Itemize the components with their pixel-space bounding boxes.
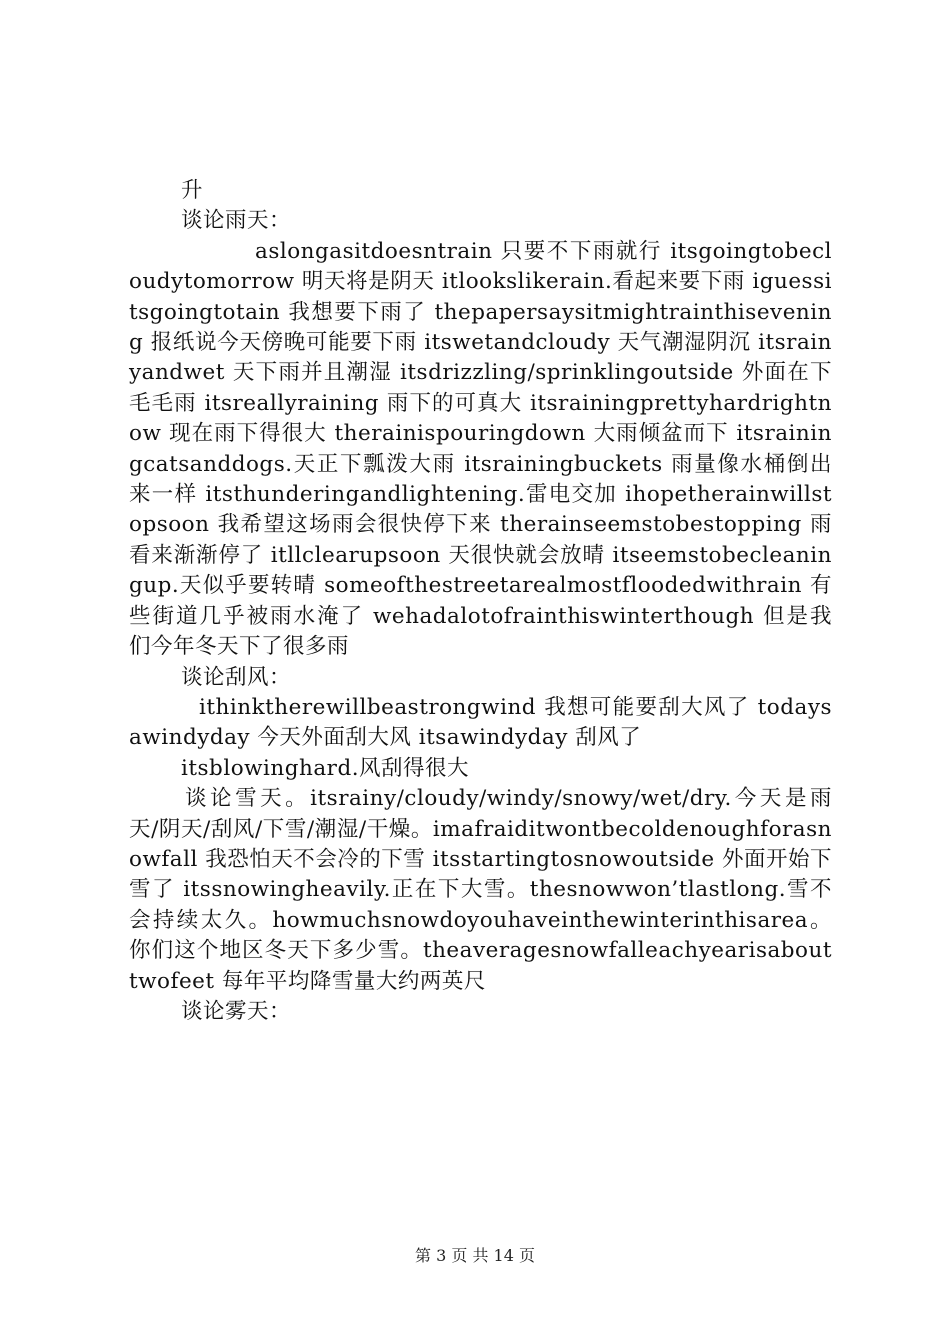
continued-line: 升 (181, 178, 204, 203)
document-body (129, 176, 832, 1027)
paragraph-wind-2: itsblowinghard.风刮得很大 (181, 755, 470, 781)
heading-wind: 谈论刮风： (181, 664, 292, 690)
heading-rain: 谈论雨天： (181, 208, 292, 234)
paragraph-snow: 谈论雪天。itsrainy/cloudy/windy/snowy/wet/dry.今天是雨天/阴天/刮风/下雪/潮湿/干燥。imafraiditwontbecoldenoughforasnowfall 我恐怕天不会冷的下雪 itsstartingtosnowoutside 外面开始下雪了 itssnowingheavily.正在下大雪。thesnowwon’tlastlong.雪不会持续太久。howmuchsnowdoyouhaveinthewinterinthisarea。你们这个地区冬天下多少雪。theaveragesnowfalleachyearisabouttwofeet 每年平均降雪量大约两英尺 (129, 786, 832, 994)
paragraph-rain: aslongasitdoesntrain 只要不下雨就行 itsgoingtobecloudytomorrow 明天将是阴天 itlookslikerain.看起来要下雨 iguessitsgoingtotain 我想要下雨了 thepapersaysitmightrainthisevening 报纸说今天傍晚可能要下雨 itswetandcloudy 天气潮湿阴沉 itsrainyandwet 天下雨并且潮湿 itsdrizzling/sprinklingoutside 外面在下毛毛雨 itsreallyraining 雨下的可真大 itsrainingprettyhardrightnow 现在雨下得很大 therainispouringdown 大雨倾盆而下 itsrainingcatsanddogs.天正下瓢泼大雨 itsrainingbuckets 雨量像水桶倒出来一样 itsthunderingandlightening.雷电交加 ihopetherainwillstopsoon 我希望这场雨会很快停下来 therainseemstobestopping 雨看来渐渐停了 itllclearupsoon 天很快就会放晴 itseemstobecleaningup.天似乎要转晴 someofthestreetarealmostfloodedwithrain 有些街道几乎被雨水淹了 wehadalotofrainthiswinterthough 但是我们今年冬天下了很多雨 (129, 238, 832, 660)
heading-fog: 谈论雾天： (181, 998, 292, 1024)
page-footer: 第 3 页 共 14 页 (415, 1246, 535, 1265)
paragraph-wind: ithinktherewillbeastrongwind 我想可能要刮大风了 todaysawindyday 今天外面刮大风 itsawindyday 刮风了 (129, 694, 832, 751)
